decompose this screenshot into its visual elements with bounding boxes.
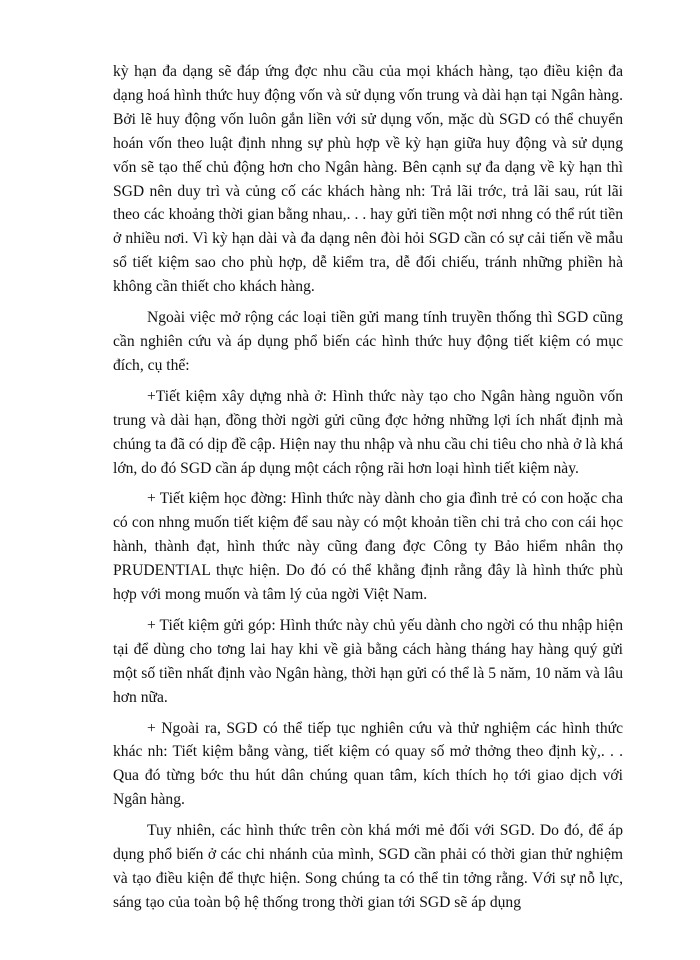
paragraph-term-diversity: kỳ hạn đa dạng sẽ đáp ứng đợc nhu cầu của mọi khách hàng, tạo điều kiện đa dạng hoá hình thức huy động vốn và sử dụng vốn trung và dài hạn tại Ngân hàng. Bởi lẽ huy động vốn luôn gắn liền với sử dụng vốn, mặc dù SGD có thể chuyển hoán vốn theo luật định nhng sự phù hợp về kỳ hạn giữa huy động và sử dụng vốn sẽ tạo thế chủ động hơn cho Ngân hàng. Bên cạnh sự đa dạng về kỳ hạn thì SGD nên duy trì và củng cố các khách hàng nh: Trả lãi trớc, trả lãi sau, rút lãi theo các khoảng thời gian bằng nhau,. . . hay gửi tiền một nơi nhng có thể rút tiền ở nhiều nơi. Vì kỳ hạn dài và đa dạng nên đòi hỏi SGD cần có sự cải tiến về mẫu sổ tiết kiệm sao cho phù hợp, dễ kiểm tra, dễ đối chiếu, tránh những phiền hà không cần thiết cho khách hàng. bbox=[113, 63, 623, 296]
paragraph-other-forms: + Ngoài ra, SGD có thể tiếp tục nghiên cứu và thử nghiệm các hình thức khác nh: Tiết kiệm bằng vàng, tiết kiệm có quay số mở thởng theo định kỳ,. . . Qua đó từng bớc thu hút dân chúng quan tâm, kích thích họ tới giao dịch với Ngân hàng. bbox=[113, 719, 623, 809]
paragraph-housing-savings: +Tiết kiệm xây dựng nhà ở: Hình thức này tạo cho Ngân hàng nguồn vốn trung và dài hạn, đồng thời ngời gửi cũng đợc hởng những lợi ích nhất định mà chúng ta đã có dịp đề cập. Hiện nay thu nhập và nhu cầu chi tiêu cho nhà ở là khá lớn, do đó SGD cần áp dụng một cách rộng rãi hơn loại hình tiết kiệm này. bbox=[113, 387, 623, 477]
paragraph-conclusion: Tuy nhiên, các hình thức trên còn khá mới mẻ đối với SGD. Do đó, để áp dụng phổ biến ở các chi nhánh của mình, SGD cần phải có thời gian thử nghiệm và tạo điều kiện để thực hiện. Song chúng ta có thể tin tởng rằng. Với sự nỗ lực, sáng tạo của toàn bộ hệ thống trong thời gian tới SGD sẽ áp dụng bbox=[113, 822, 623, 911]
paragraph-traditional-deposits: Ngoài việc mở rộng các loại tiền gửi mang tính truyền thống thì SGD cũng cần nghiên cứu và áp dụng phổ biến các hình thức huy động tiết kiệm có mục đích, cụ thể: bbox=[113, 309, 623, 374]
paragraph-installment-savings: + Tiết kiệm gửi góp: Hình thức này chủ yếu dành cho ngời có thu nhập hiện tại để dùng cho tơng lai hay khi về già bằng cách hàng tháng hay hàng quý gửi một số tiền nhất định vào Ngân hàng, thời hạn gửi có thể là 5 năm, 10 năm và lâu hơn nữa. bbox=[113, 616, 623, 706]
document-page bbox=[113, 60, 623, 915]
paragraph-school-savings: + Tiết kiệm học đờng: Hình thức này dành cho gia đình trẻ có con hoặc cha có con nhng muốn tiết kiệm để sau này có một khoản tiền chi trả cho con cái học hành, thành đạt, hình thức này cũng đang đợc Công ty Bảo hiểm nhân thọ PRUDENTIAL thực hiện. Do đó có thể khẳng định rằng đây là hình thức phù hợp với mong muốn và tâm lý của ngời Việt Nam. bbox=[113, 490, 623, 604]
